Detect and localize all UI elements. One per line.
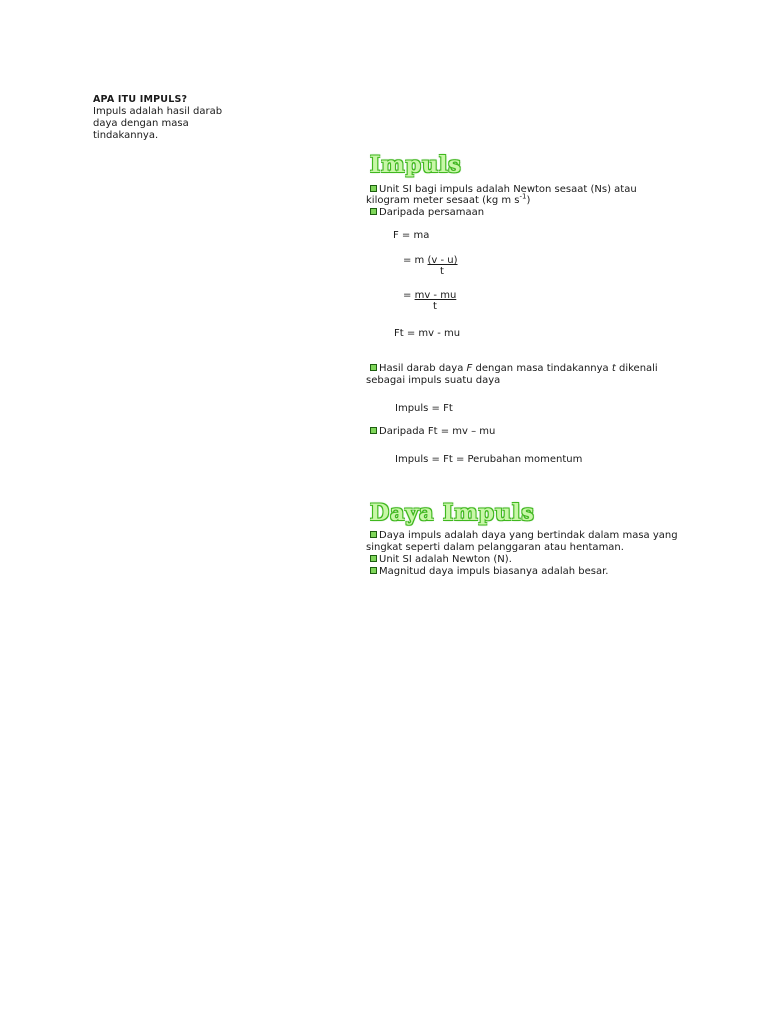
equation-2-denominator: t	[440, 266, 444, 277]
daya-impuls-heading: Daya Impuls	[370, 500, 535, 526]
equation-3-denominator: t	[433, 301, 437, 312]
bullet-text: Unit SI adalah Newton (N).	[379, 554, 512, 565]
equation-part: =	[403, 290, 412, 301]
intro-text: Impuls adalah hasil darab daya dengan masa tindakannya.	[93, 106, 223, 141]
equation-3	[403, 290, 456, 302]
impuls-bullet-3-cont: sebagai impuls suatu daya	[366, 375, 501, 386]
bullet-text: dikenali	[615, 363, 658, 374]
impuls-heading: Impuls	[370, 152, 462, 178]
bullet-text: Hasil darab daya	[379, 363, 467, 374]
bullet-square-icon	[370, 185, 377, 192]
daya-bullet-3	[366, 566, 608, 578]
bullet-text: )	[526, 195, 531, 206]
equation-1: F = ma	[393, 230, 430, 241]
bullet-text: Daya impuls adalah daya yang bertindak dalam masa yang	[379, 530, 678, 541]
daya-bullet-2	[366, 554, 512, 566]
equation-5: Impuls = Ft	[395, 403, 453, 414]
bullet-square-icon	[370, 531, 377, 538]
bullet-text: dengan masa tindakannya	[472, 363, 612, 374]
bullet-square-icon	[370, 567, 377, 574]
bullet-square-icon	[370, 364, 377, 371]
equation-2	[403, 255, 458, 267]
equation-4: Ft = mv - mu	[394, 328, 461, 339]
bullet-text: Daripada Ft = mv – mu	[379, 426, 496, 437]
equation-part: = m	[403, 255, 425, 266]
bullet-text: Magnitud daya impuls biasanya adalah besar.	[379, 566, 609, 577]
superscript: -1	[519, 192, 527, 201]
fraction-numerator: (v - u)	[427, 255, 458, 266]
bullet-square-icon	[370, 427, 377, 434]
equation-6: Impuls = Ft = Perubahan momentum	[395, 454, 583, 465]
italic-variable: t	[611, 363, 616, 374]
bullet-text: Unit SI bagi impuls adalah Newton sesaat (Ns) atau	[379, 184, 637, 195]
bullet-square-icon	[370, 208, 377, 215]
daya-bullet-1-cont: singkat seperti dalam pelanggaran atau hentaman.	[366, 542, 624, 553]
impuls-bullet-2	[366, 207, 484, 219]
bullet-text: Daripada persamaan	[379, 207, 485, 218]
impuls-bullet-1-cont	[366, 192, 531, 207]
bullet-text: kilogram meter sesaat (kg m s	[366, 195, 520, 206]
bullet-square-icon	[370, 555, 377, 562]
intro-heading: APA ITU IMPULS?	[93, 94, 188, 105]
italic-variable: F	[466, 363, 473, 374]
impuls-bullet-4	[366, 426, 495, 438]
impuls-bullet-3	[366, 363, 658, 375]
fraction-numerator: mv - mu	[414, 290, 457, 301]
daya-bullet-1	[366, 530, 678, 542]
